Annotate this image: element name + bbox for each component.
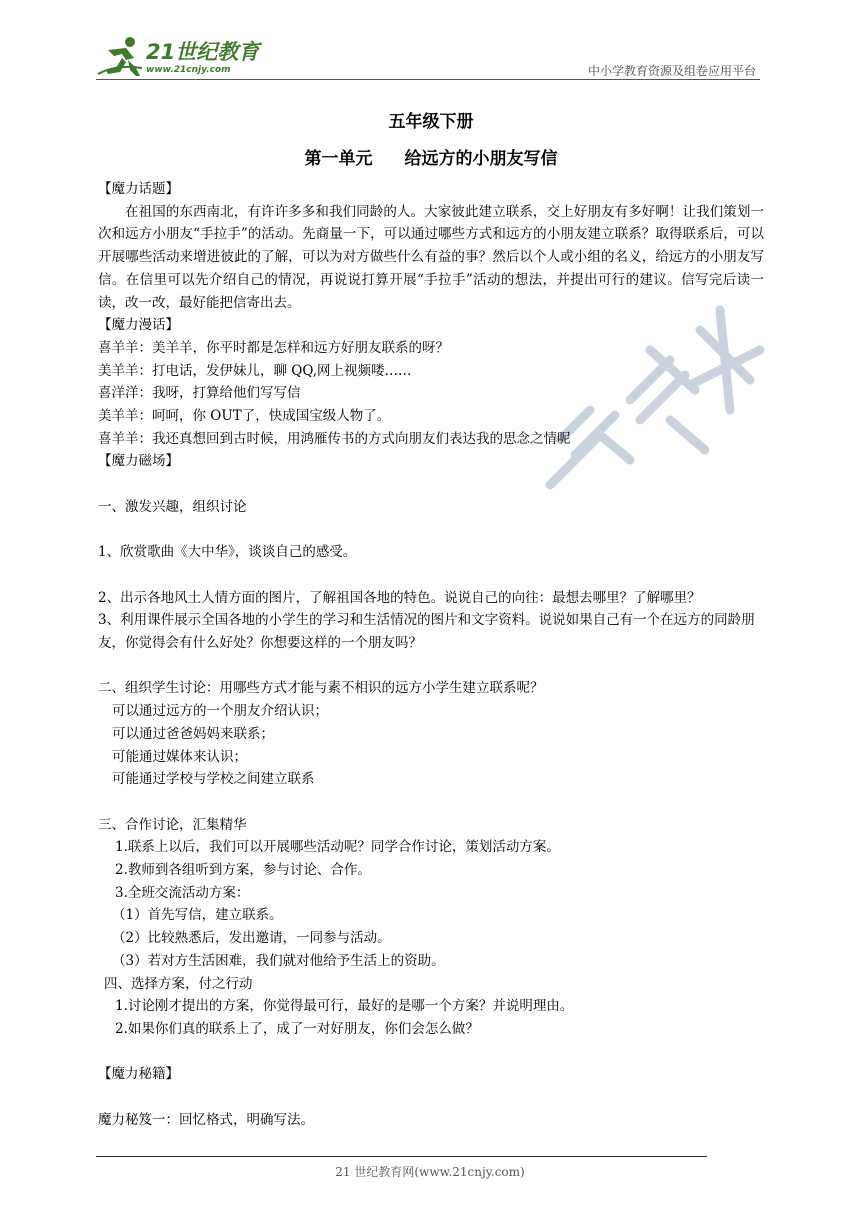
- part2-title: 二、组织学生讨论：用哪些方式才能与素不相识的远方小学生建立联系呢？: [98, 680, 544, 697]
- part3-subitem: （3）若对方生活困难，我们就对他给予生活上的资助。: [112, 952, 445, 969]
- dialogue-line: 美羊羊：打电话，发伊妹儿，聊 QQ,网上视频喽……: [98, 362, 412, 379]
- runner-logo-icon: [96, 34, 144, 78]
- part4-item: 1.讨论刚才提出的方案，你觉得最可行，最好的是哪一个方案？并说明理由。: [115, 998, 574, 1015]
- doc-title: 五年级下册: [388, 112, 474, 132]
- dialogue-line: 喜羊羊：我还真想回到古时候，用鸿雁传书的方式向朋友们表达我的思念之情呢: [98, 430, 571, 447]
- unit-number: 第一单元: [304, 149, 373, 169]
- page-header: [96, 28, 760, 82]
- part3-title: 三、合作讨论，汇集精华: [98, 816, 247, 833]
- part3-item: 1.联系上以后，我们可以开展哪些活动呢？同学合作讨论，策划活动方案。: [115, 839, 560, 856]
- logo-text: 21世纪教育: [146, 40, 260, 64]
- part2-item: 可以通过爸爸妈妈来联系；: [112, 725, 274, 742]
- part4-title: 四、选择方案，付之行动: [104, 975, 253, 992]
- part3-subitem: （2）比较熟悉后，发出邀请，一同参与活动。: [112, 930, 391, 947]
- dialogue-line: 喜羊羊：美羊羊，你平时都是怎样和远方好朋友联系的呀？: [98, 339, 449, 356]
- platform-tagline: 中小学教育资源及组卷应用平台: [587, 64, 756, 78]
- part1-item: 1、欣赏歌曲《大中华》，谈谈自己的感受。: [98, 544, 357, 561]
- part1-item: 3、利用课件展示全国各地的小学生的学习和生活情况的图片和文字资料。说说如果自己有一个在远方的同龄朋友，你觉得会有什么好处？你想要这样的一个朋友吗？: [98, 612, 755, 652]
- site-logo[interactable]: [96, 34, 266, 80]
- footer-link[interactable]: 21 世纪教育网(www.21cnjy.com): [335, 1165, 525, 1179]
- unit-topic: 给远方的小朋友写信: [404, 149, 558, 169]
- section-heading-secrets: 【魔力秘籍】: [98, 1066, 179, 1083]
- part3-subitem: （1）首先写信，建立联系。: [112, 907, 283, 924]
- unit-title: [98, 140, 764, 178]
- part3-item: 3.全班交流活动方案：: [115, 884, 250, 901]
- dialogue-line: 喜洋洋：我呀，打算给他们写写信: [98, 385, 301, 402]
- logo-url: www.21cnjy.com: [146, 65, 231, 75]
- dialogue-line: 美羊羊：呵呵，你 OUT了，快成国宝级人物了。: [98, 408, 391, 425]
- footer-divider: [96, 1156, 707, 1157]
- secrets-item: 魔力秘笈一：回忆格式，明确写法。: [98, 1111, 314, 1128]
- part2-item: 可能通过媒体来认识；: [112, 748, 247, 765]
- part1-title: 一、激发兴趣，组织讨论: [98, 498, 247, 515]
- header-divider: [96, 79, 760, 80]
- document-body: [98, 104, 764, 1131]
- part1-item: 2、出示各地风土人情方面的图片，了解祖国各地的特色。说说自己的向往：最想去哪里？了解哪里？: [98, 589, 701, 606]
- part4-item: 2.如果你们真的联系上了，成了一对好朋友，你们会怎么做？: [115, 1020, 479, 1037]
- section-heading-comic: 【魔力漫话】: [98, 317, 179, 334]
- part2-item: 可以通过远方的一个朋友介绍认识；: [112, 703, 328, 720]
- topic-paragraph: 在祖国的东西南北，有许许多多和我们同龄的人。大家彼此建立联系，交上好朋友有多好啊！让我们策划一次和远方小朋友“手拉手”的活动。先商量一下，可以通过哪些方式和远方的小朋友建立联系？取得联系后，可以开展哪些活动来增进彼此的了解，可以为对方做些什么有益的事？然后以个人或小组的名义，给远方的小朋友写信。在信里可以先介绍自己的情况，再说说打算开展“手拉手”活动的想法，并提出可行的建议。信写完后读一读，改一改，最好能把信寄出去。: [98, 203, 764, 311]
- section-heading-topic: 【魔力话题】: [98, 181, 179, 197]
- section-heading-field: 【魔力磁场】: [98, 453, 179, 470]
- part2-item: 可能通过学校与学校之间建立联系: [112, 771, 315, 788]
- part3-item: 2.教师到各组听到方案，参与讨论、合作。: [115, 862, 371, 879]
